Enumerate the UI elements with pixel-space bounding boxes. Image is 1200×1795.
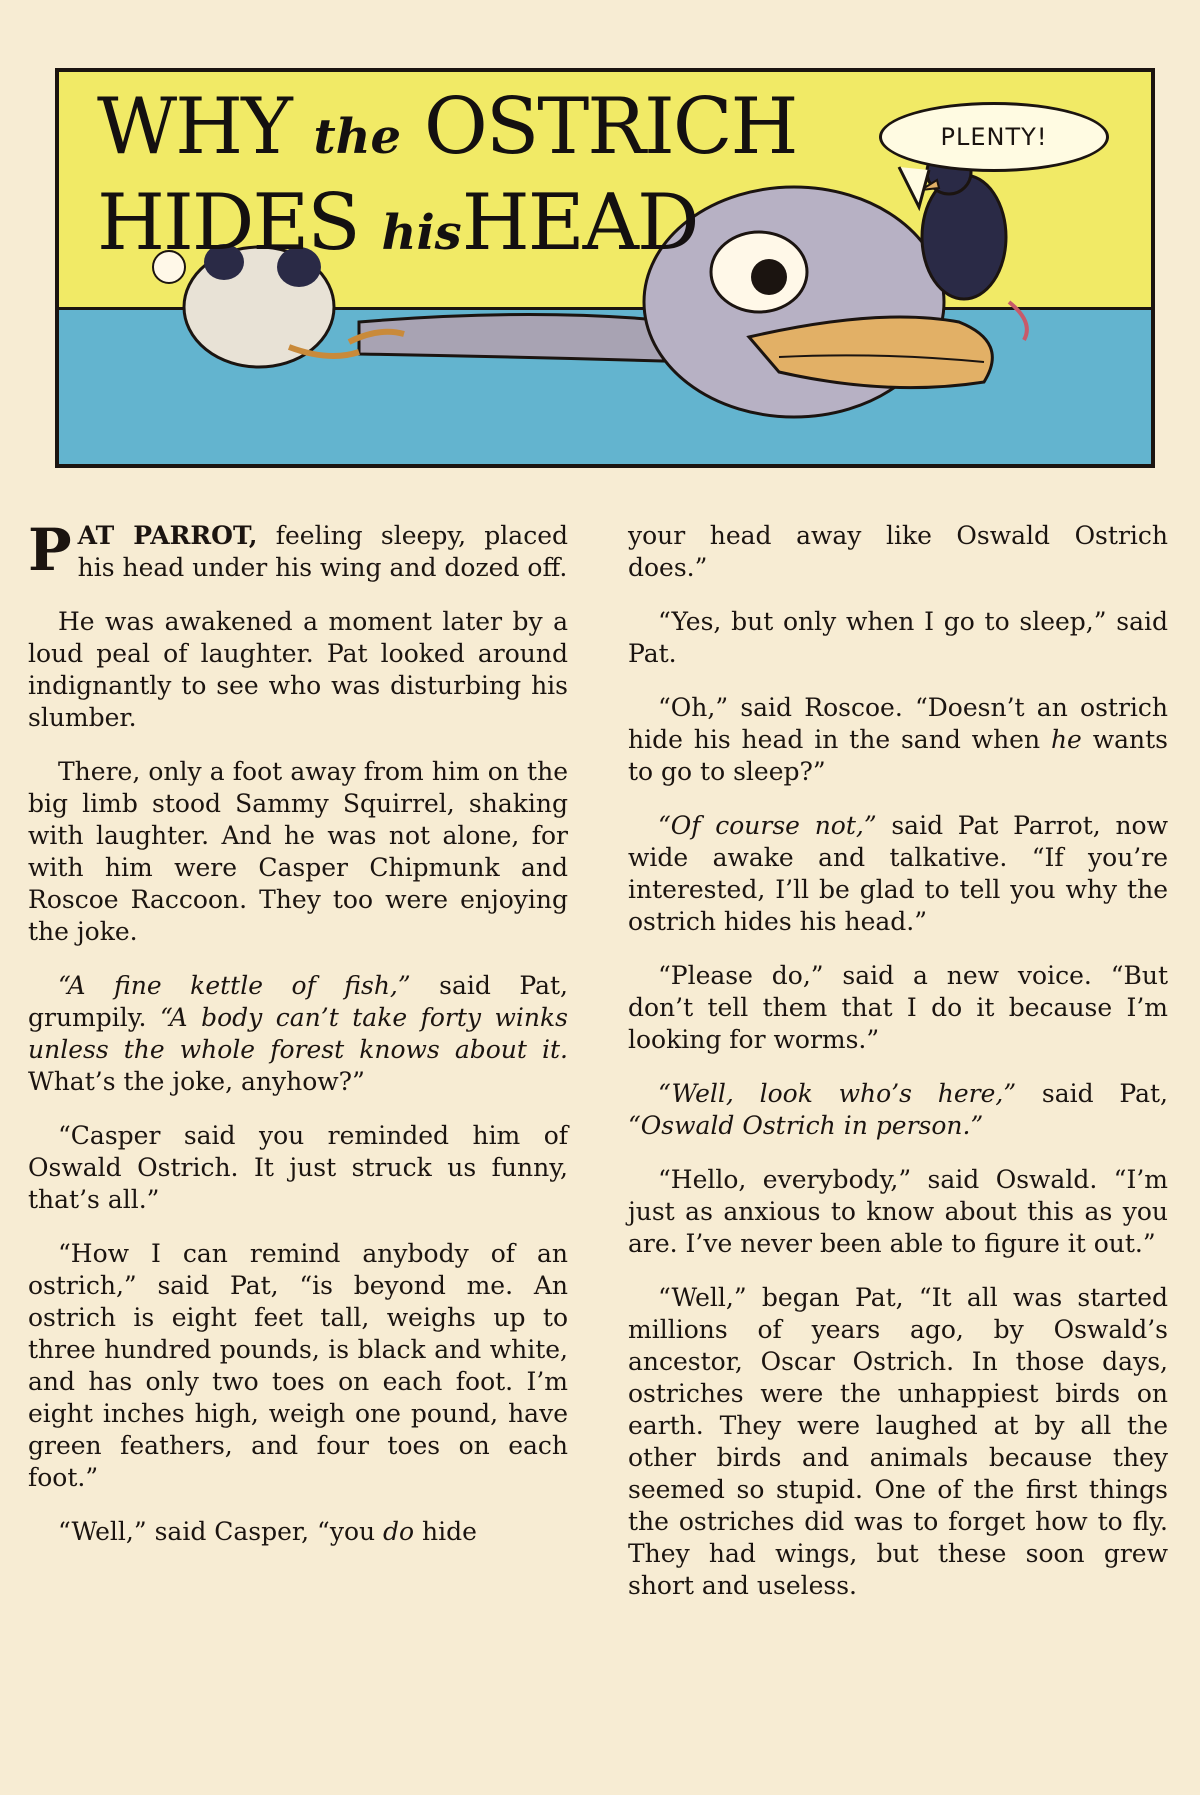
paragraph: “Please do,” said a new voice. “But don’t tell them that I do it because I’m looking for worms.” [628,961,1168,1054]
paragraph: There, only a foot away from him on the big limb stood Sammy Squirrel, shaking with laughter. And he was not alone, for with him were Casper Chipmunk and Roscoe Raccoon. They too were enjoying the joke. [28,757,568,946]
paragraph: “Casper said you reminded him of Oswald Ostrich. It just struck us funny, that’s all.” [28,1121,568,1214]
paragraph: “Of course not,” said Pat Parrot, now wide awake and talkative. “If you’re interested, I’ll be glad to tell you why the ostrich hides his head.” [628,811,1168,936]
paragraph: your head away like Oswald Ostrich does.” [628,521,1168,582]
paragraph: He was awakened a moment later by a loud peal of laughter. Pat looked around indignantly to see who was disturbing his slumber. [28,607,568,732]
paragraph: “How I can remind anybody of an ostrich,” said Pat, “is beyond me. An ostrich is eight feet tall, weighs up to three hundred pounds, is black and white, and has only two toes on each foot. I’m eight inches high, weigh one pound, have green feathers, and four toes on each foot.” [28,1239,568,1492]
story-title: WHY the OSTRICH HIDES hisHEAD [97,82,797,268]
title-panel [55,68,1155,468]
paragraph: “Well,” began Pat, “It all was started millions of years ago, by Oswald’s ancestor, Oscar Ostrich. In those days, ostriches were the unhappiest birds on earth. They were laughed at by all the other birds and animals because they seemed so stupid. One of the first things the ostriches did was to forget how to fly. They had wings, but these soon grew short and useless. [628,1283,1168,1600]
speech-bubble-text: PLENTY! [940,123,1048,151]
paragraph: “A fine kettle of fish,” said Pat, grumpily. “A body can’t take forty winks unless the whole forest knows about it. What’s the joke, anyhow?” [28,971,569,1096]
paragraph: PAT PARROT, feeling sleepy, placed his head under his wing and dozed off. [28,516,568,584]
paragraph: “Hello, everybody,” said Oswald. “I’m just as anxious to know about this as you are. I’ve never been able to figure it out.” [628,1165,1168,1258]
paragraph: “Well,” said Casper, “you do hide [58,1517,477,1546]
speech-bubble [879,102,1109,172]
drop-cap: P [28,516,72,584]
paragraph: “Yes, but only when I go to sleep,” said Pat. [628,607,1168,668]
right-column [628,520,1168,1624]
paragraph: “Well, look who’s here,” said Pat, “Oswald Ostrich in person.” [628,1079,1168,1140]
dark-bird [922,175,1006,299]
speech-bubble-tail [899,167,929,207]
paragraph: “Oh,” said Roscoe. “Doesn’t an ostrich hide his head in the sand when he wants to go to sleep?” [628,693,1169,786]
left-column [28,516,569,1570]
